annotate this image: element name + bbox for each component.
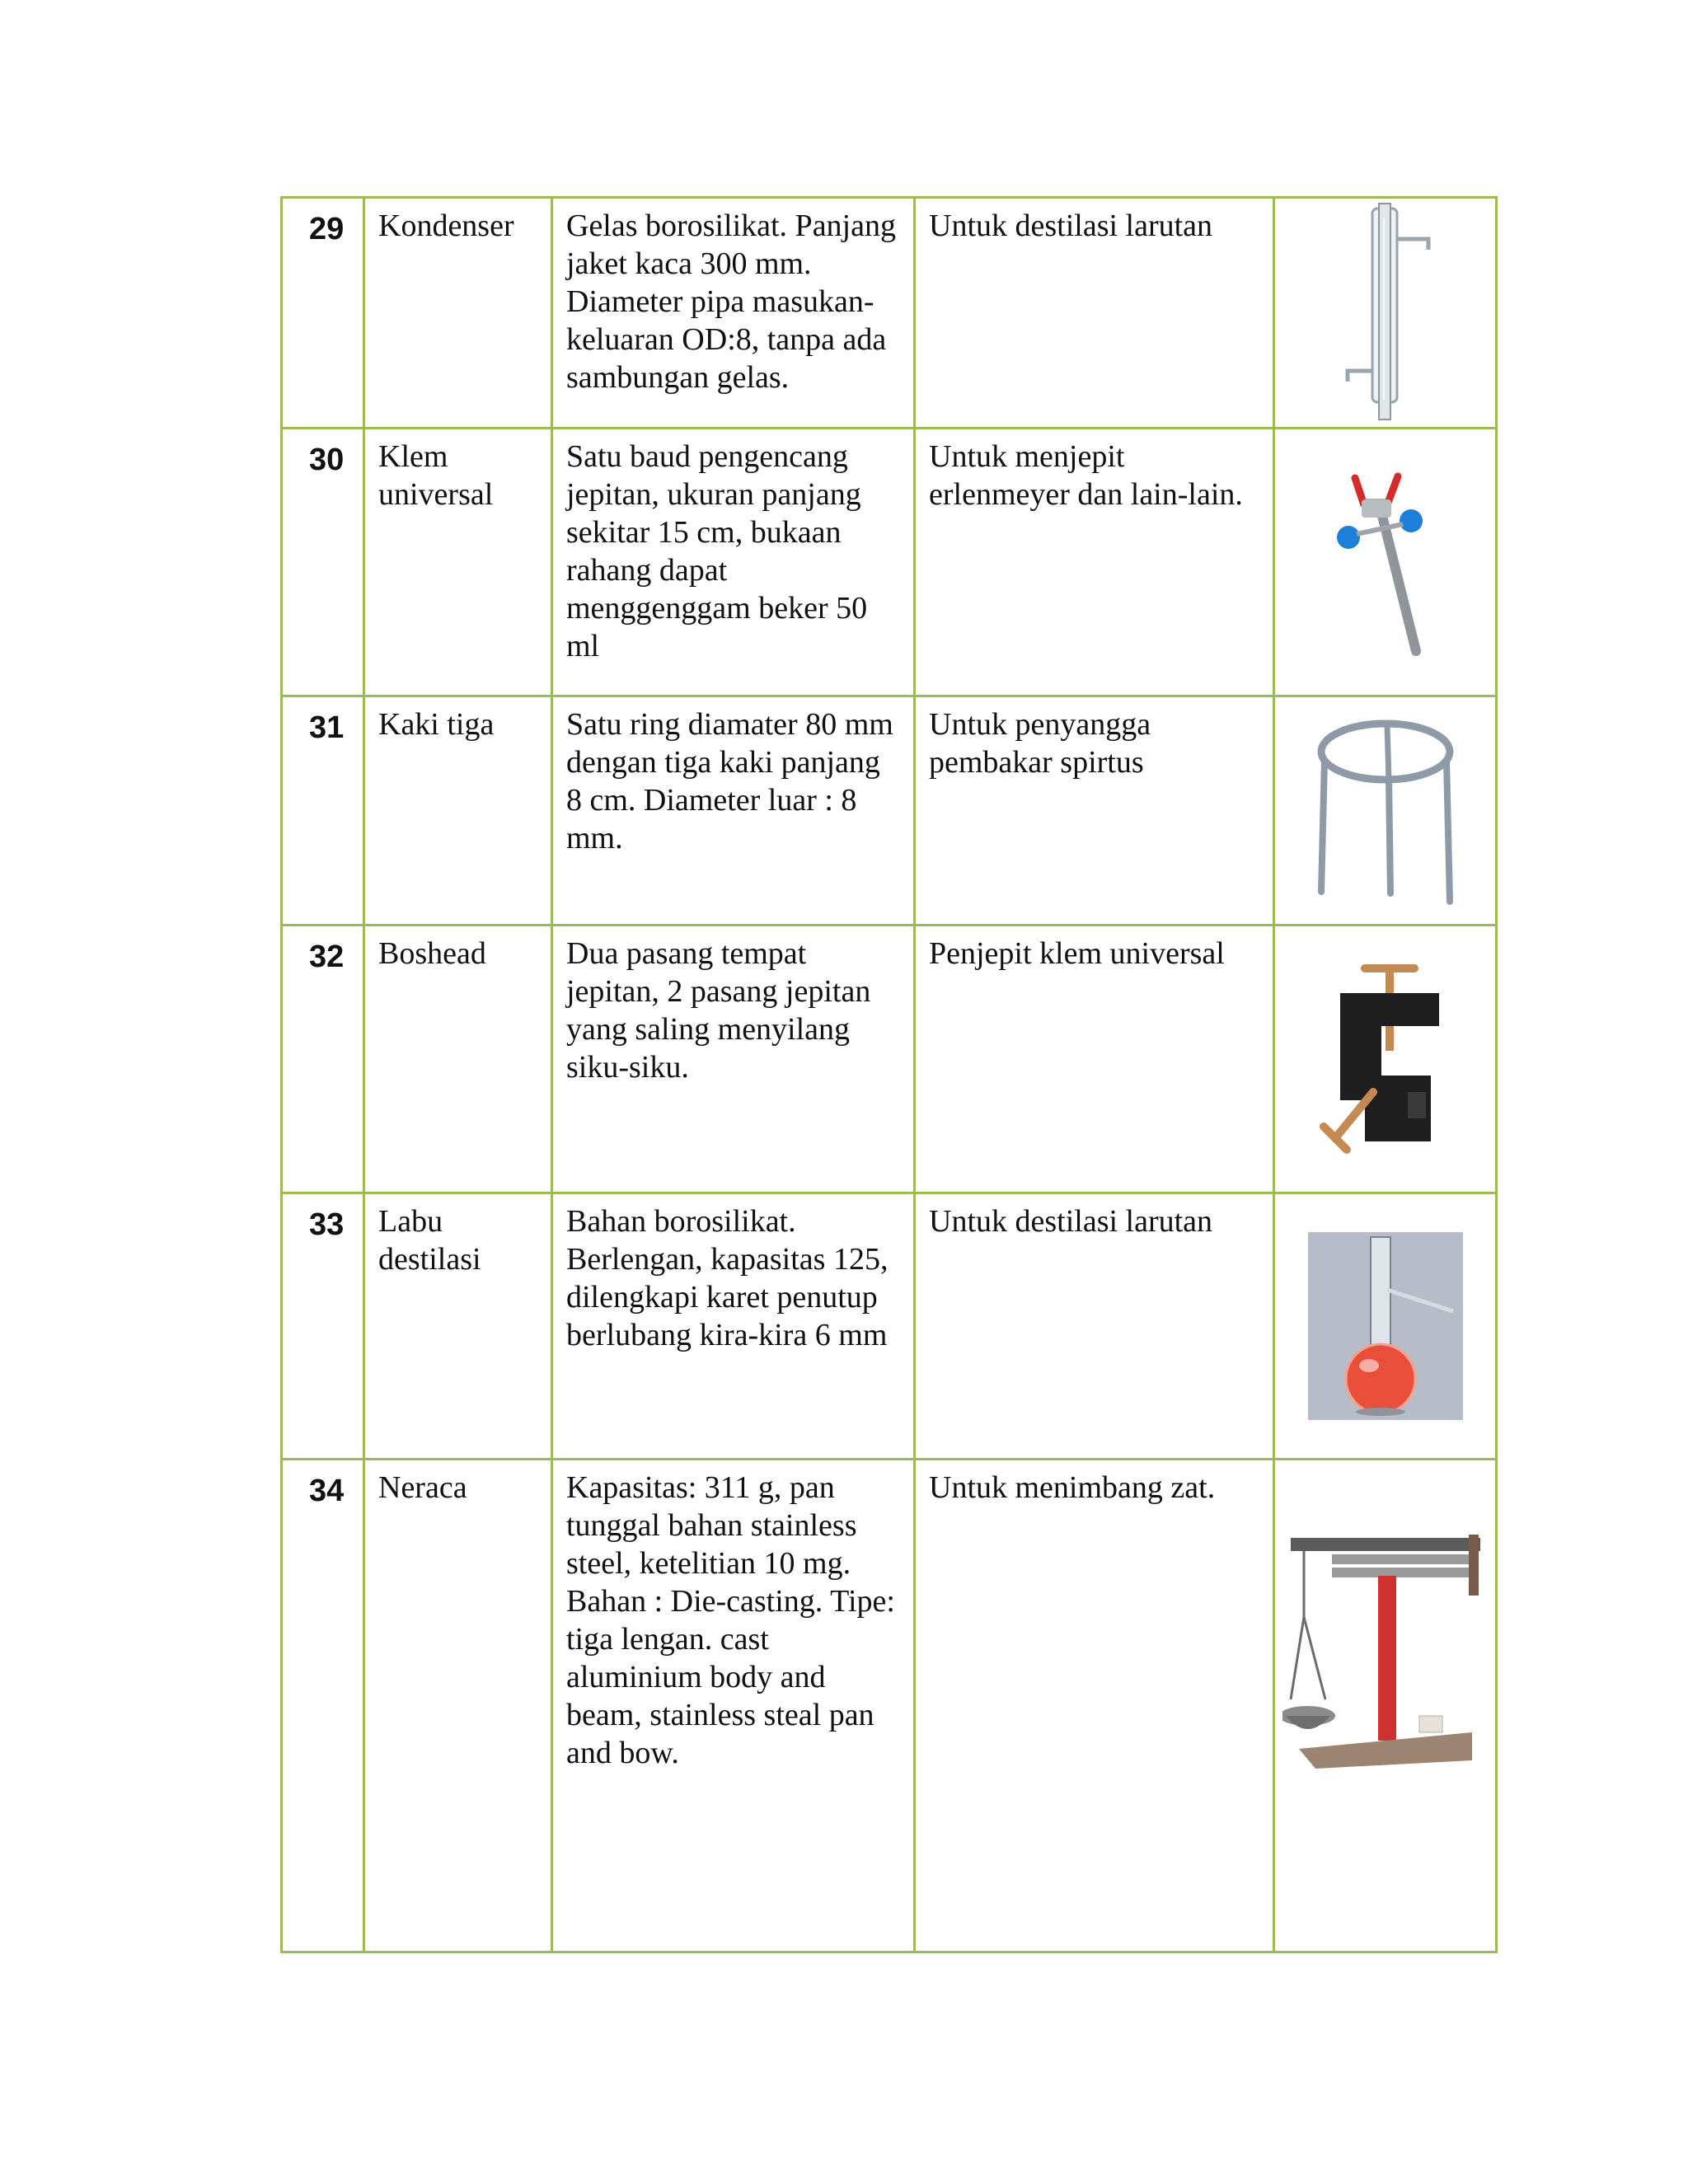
boss-head-icon — [1315, 952, 1456, 1166]
item-name: Klem universal — [364, 429, 552, 696]
row-number: 32 — [282, 926, 364, 1193]
row-number: 30 — [282, 429, 364, 696]
item-use: Untuk menimbang zat. — [915, 1460, 1274, 1952]
item-image-cell — [1274, 926, 1497, 1193]
item-use: Untuk penyangga pembakar spirtus — [915, 696, 1274, 926]
tripod-stand-icon — [1311, 712, 1460, 910]
row-number: 31 — [282, 696, 364, 926]
condenser-icon — [1336, 202, 1435, 424]
item-spec: Satu baud pengencang jepitan, ukuran panjang sekitar 15 cm, bukaan rahang dapat menggenggam beker 50 ml — [552, 429, 915, 696]
item-image-cell — [1274, 696, 1497, 926]
item-spec: Kapasitas: 311 g, pan tunggal bahan stainless steel, ketelitian 10 mg. Bahan : Die-casting. Tipe: tiga lengan. cast aluminium body and beam, stainless steal pan and bow. — [552, 1460, 915, 1952]
item-image-cell — [1274, 1193, 1497, 1460]
table-row — [282, 1193, 1497, 1460]
table-row — [282, 429, 1497, 696]
item-spec: Gelas borosilikat. Panjang jaket kaca 300 mm. Diameter pipa masukan-keluaran OD:8, tanpa ada sambungan gelas. — [552, 198, 915, 429]
table-row — [282, 696, 1497, 926]
item-spec: Dua pasang tempat jepitan, 2 pasang jepitan yang saling menyilang siku-siku. — [552, 926, 915, 1193]
table-row — [282, 198, 1497, 429]
item-name: Neraca — [364, 1460, 552, 1952]
table-row — [282, 1460, 1497, 1952]
item-image-cell — [1274, 429, 1497, 696]
table-row — [282, 926, 1497, 1193]
equipment-table — [280, 196, 1498, 1953]
item-name: Kondenser — [364, 198, 552, 429]
triple-beam-balance-icon — [1282, 1526, 1489, 1790]
distillation-flask-icon — [1308, 1232, 1463, 1420]
item-image-cell — [1274, 1460, 1497, 1952]
item-name: Boshead — [364, 926, 552, 1193]
row-number: 33 — [282, 1193, 364, 1460]
item-use: Untuk destilasi larutan — [915, 1193, 1274, 1460]
universal-clamp-icon — [1324, 463, 1447, 661]
item-use: Penjepit klem universal — [915, 926, 1274, 1193]
item-image-cell — [1274, 198, 1497, 429]
item-use: Untuk menjepit erlenmeyer dan lain-lain. — [915, 429, 1274, 696]
row-number: 34 — [282, 1460, 364, 1952]
item-spec: Bahan borosilikat. Berlengan, kapasitas 125, dilengkapi karet penutup berlubang kira-kira 6 mm — [552, 1193, 915, 1460]
item-spec: Satu ring diamater 80 mm dengan tiga kaki panjang 8 cm. Diameter luar : 8 mm. — [552, 696, 915, 926]
item-use: Untuk destilasi larutan — [915, 198, 1274, 429]
item-name: Labu destilasi — [364, 1193, 552, 1460]
item-name: Kaki tiga — [364, 696, 552, 926]
row-number: 29 — [282, 198, 364, 429]
